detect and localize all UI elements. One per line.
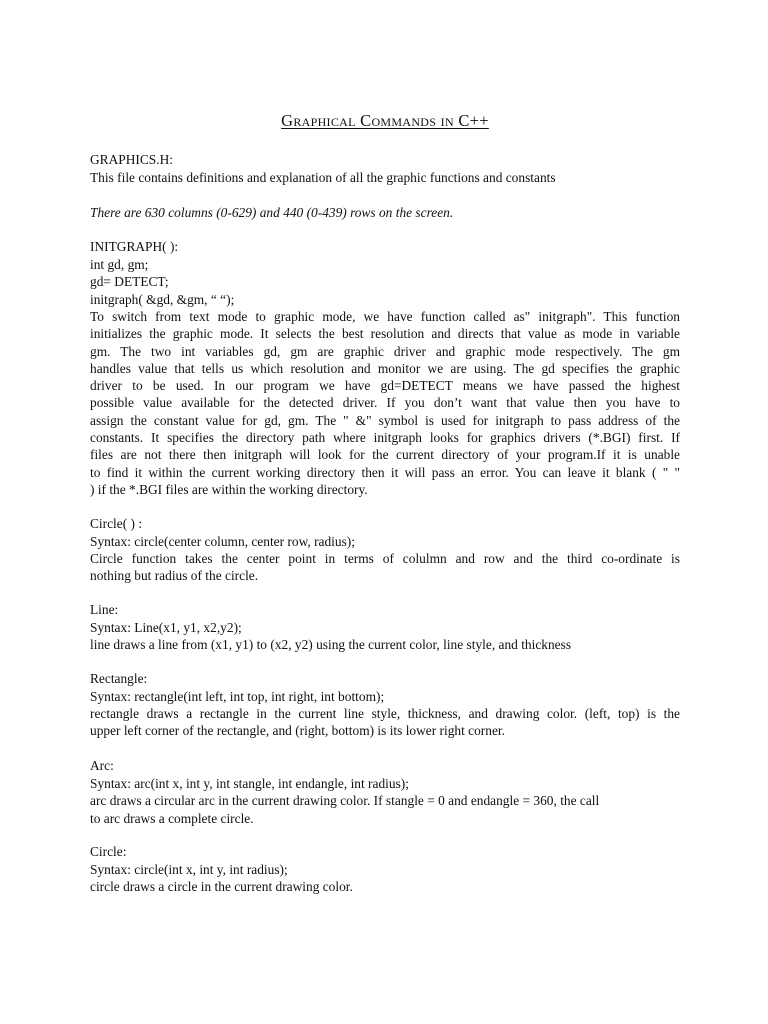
section-circle-xy bbox=[90, 843, 680, 896]
section-graphics-h bbox=[90, 151, 680, 186]
code-line: initgraph( &gd, &gm, “ “); bbox=[90, 291, 235, 307]
paragraph-line: files are not there then initgraph will look for the current directory of your program.If it is unable bbox=[90, 447, 680, 463]
paragraph-line: upper left corner of the rectangle, and (right, bottom) is its lower right corner. bbox=[90, 723, 505, 739]
rectangle-explanation bbox=[90, 705, 680, 740]
paragraph-line: To switch from text mode to graphic mode, we have function called as" initgraph". This function bbox=[90, 309, 680, 324]
section-heading: Circle( ) : bbox=[90, 516, 143, 531]
section-heading: Arc: bbox=[90, 758, 114, 773]
paragraph-line: assign the constant value for gd, gm. The " &" symbol is used for initgraph to pass address of the bbox=[90, 412, 680, 428]
paragraph-line: initializes the graphic mode. It selects the best resolution and directs that value as mode in variable bbox=[90, 326, 680, 342]
section-heading: INITGRAPH( ): bbox=[90, 239, 179, 254]
section-heading: Rectangle: bbox=[90, 671, 148, 686]
document-title: Graphical Commands in C++ bbox=[281, 111, 489, 130]
paragraph-line: ) if the *.BGI files are within the working directory. bbox=[90, 481, 368, 497]
circle-center-explanation bbox=[90, 550, 680, 585]
paragraph-line: gm. The two int variables gd, gm are graphic driver and graphic mode respectively. The gm bbox=[90, 343, 680, 359]
code-line: int gd, gm; bbox=[90, 256, 149, 272]
section-screen-note bbox=[90, 204, 680, 222]
paragraph-line: handles value that tells us which resolution and monitor we are using. The gd specifies the graphic bbox=[90, 360, 680, 376]
paragraph-line: driver to be used. In our program we have gd=DETECT means we have passed the highest bbox=[90, 378, 680, 394]
syntax-line: Syntax: rectangle(int left, int top, int right, int bottom); bbox=[90, 688, 385, 704]
initgraph-explanation bbox=[90, 308, 680, 498]
paragraph-line: rectangle draws a rectangle in the current line style, thickness, and drawing color. (left, top) is the bbox=[90, 706, 680, 721]
syntax-line: Syntax: circle(center column, center row, radius); bbox=[90, 533, 355, 549]
section-initgraph bbox=[90, 238, 680, 498]
syntax-line: Syntax: circle(int x, int y, int radius); bbox=[90, 861, 288, 877]
syntax-line: Syntax: Line(x1, y1, x2,y2); bbox=[90, 619, 242, 635]
syntax-line: Syntax: arc(int x, int y, int stangle, int endangle, int radius); bbox=[90, 775, 409, 791]
section-rectangle bbox=[90, 670, 680, 740]
screen-size-note: There are 630 columns (0-629) and 440 (0-439) rows on the screen. bbox=[90, 205, 454, 220]
paragraph-line: Circle function takes the center point in terms of colulmn and row and the third co-ordinate is bbox=[90, 551, 680, 566]
code-line: gd= DETECT; bbox=[90, 274, 169, 289]
section-arc bbox=[90, 757, 680, 827]
paragraph-line: constants. It specifies the directory path where initgraph looks for graphics drivers (*.BGI) first. If bbox=[90, 430, 680, 446]
section-heading: GRAPHICS.H: bbox=[90, 152, 173, 167]
section-heading: Circle: bbox=[90, 844, 127, 859]
section-line bbox=[90, 601, 680, 654]
paragraph-line: nothing but radius of the circle. bbox=[90, 568, 259, 584]
section-description: This file contains definitions and explanation of all the graphic functions and constants bbox=[90, 169, 556, 185]
section-circle-center bbox=[90, 515, 680, 585]
line-explanation: line draws a line from (x1, y1) to (x2, y2) using the current color, line style, and thickness bbox=[90, 637, 572, 652]
section-heading: Line: bbox=[90, 602, 119, 617]
paragraph-line: to arc draws a complete circle. bbox=[90, 810, 254, 826]
circle-xy-explanation: circle draws a circle in the current drawing color. bbox=[90, 879, 353, 894]
paragraph-line: to find it within the current working directory then it will pass an error. You can leave it blank ( " " bbox=[90, 464, 680, 480]
paragraph-line: possible value available for the detected driver. If you don’t want that value then you have to bbox=[90, 395, 680, 411]
paragraph-line: arc draws a circular arc in the current drawing color. If stangle = 0 and endangle = 360, the call bbox=[90, 793, 600, 808]
